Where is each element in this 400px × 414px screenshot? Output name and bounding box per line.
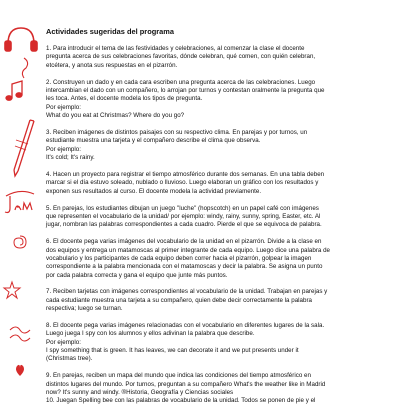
text-line: dos equipos y entrega un matamoscas al primer integrante de cada equipo. Luego dice una palabra de [46,246,331,254]
text-line: Por ejemplo: [46,145,81,153]
document-title: Actividades sugeridas del programa [46,27,175,36]
text-line: por cada palabra correcta y gana el equipo que junte más puntos. [46,271,228,279]
headphones-icon [5,28,37,51]
text-line: 8. El docente pega varias imágenes relacionadas con el vocabulario en diferentes lugares de la sala. [46,322,325,330]
text-line: distintos lugares del mundo. Por turnos, preguntan a su compañero What's the weather like in Madrid [46,380,326,388]
text-line: It's cold; It's rainy. [46,153,95,161]
text-line: que representen el vocabulario de la unidad/ por ejemplo: windy, rainy, sunny, spring, Easter, etc. Al [46,212,321,220]
text-line: 10. Juegan Spelling bee con las palabras de vocabulario de la unidad. Todos se ponen de pie y el [46,397,316,405]
activity-8 [46,322,390,364]
text-line: etcétera, y anota sus respuestas en el pizarrón. [46,61,178,69]
document-body [46,27,390,414]
activity-1 [46,45,390,70]
text-line: 1. Para introducir el tema de las festividades y celebraciones, al comenzar la clase el docente [46,45,305,52]
activity-7 [46,288,390,313]
text-line: intercambian el dado con un compañero, lo arrojan por turnos y contestan oralmente la pregunta que [46,86,325,94]
wavy-line-icon [10,327,30,341]
text-line: What do you eat at Christmas? Where do you go? [46,112,185,119]
heart-icon [16,365,24,376]
text-line: respectiva; luego se turnan. [46,305,123,313]
text-line: 9. En parejas, reciben un mapa del mundo que indica las condiciones del tiempo atmosférico en [46,372,311,380]
text-line: 7. Reciben tarjetas con imágenes correspondientes al vocabulario de la unidad. Trabajan en parejas y [46,288,328,296]
spiral-icon [14,236,26,248]
text-line: correspondiente a la palabra mencionada con el matamoscas y decir la palabra. Se asigna un punto [46,263,323,271]
text-line: Por ejemplo: [46,338,81,346]
jam-doodle-icon [5,191,34,212]
text-line: cada estudiante muestra una tarjeta a su compañero, quien debe decir correctamente la palabra [46,296,313,304]
activity-5 [46,205,390,230]
activity-3 [46,129,390,162]
text-line: marcar si el día estuvo soleado, nublado o lluvioso. Luego elaboran un gráfico con los resultados y [46,179,319,187]
text-line: jugar, nombran las palabras correspondientes a cada cuadro. Pierde el que se equivoca de palabra. [46,221,322,229]
swirl-icon [22,58,27,78]
text-line: vocabulario y los participantes de cada equipo deben correr hacia el pizarrón, golpear la imagen [46,254,312,262]
text-line: 5. En parejas, los estudiantes dibujan un juego "luche" (hopscotch) en un papel café con imágenes [46,204,319,212]
text-line: 4. Hacen un proyecto para registrar el tiempo atmosférico durante dos semanas. En una tabla deben [46,170,325,178]
text-line: Por ejemplo: [46,103,81,111]
text-line: (Christmas tree). [46,355,93,363]
text-line: I spy something that is green. It has leaves, we can decorate it and we put presents under it [46,347,299,355]
text-line: now? It's sunny and windy. ®Historia, Geografía y Ciencias sociales [46,389,234,397]
activity-6 [46,238,390,280]
activity-4 [46,171,390,196]
text-line: 2. Construyen un dado y en cada cara escriben una pregunta acerca de las celebraciones. Luego [46,78,316,86]
text-line: estudiante muestra una tarjeta y el compañero describe el clima que observa. [46,137,261,145]
pencil-icon [14,120,34,176]
text-line: 3. Reciben imágenes de distintos paisajes con su respectivo clima. En parejas y por turnos, un [46,128,308,136]
text-line: exponen sus resultados al curso. El docente modela la actividad previamente. [46,187,262,195]
music-note-icon [6,81,22,100]
text-line: 6. El docente pega varias imágenes del vocabulario de la unidad en el pizarrón. Divide a la clase en [46,238,322,246]
activity-9 [46,372,390,405]
text-line: les toca. Antes, el docente modela los tipos de pregunta. [46,95,203,103]
text-line: Luego juega I spy con los alumnos y ellos adivinan la palabra que describe. [46,330,255,338]
star-icon [4,282,20,298]
activity-2 [46,79,390,121]
text-line: pregunta acerca de sus celebraciones favoritas, dónde celebran, qué comen, con quién celebran, [46,53,316,61]
margin-doodles [0,0,42,400]
